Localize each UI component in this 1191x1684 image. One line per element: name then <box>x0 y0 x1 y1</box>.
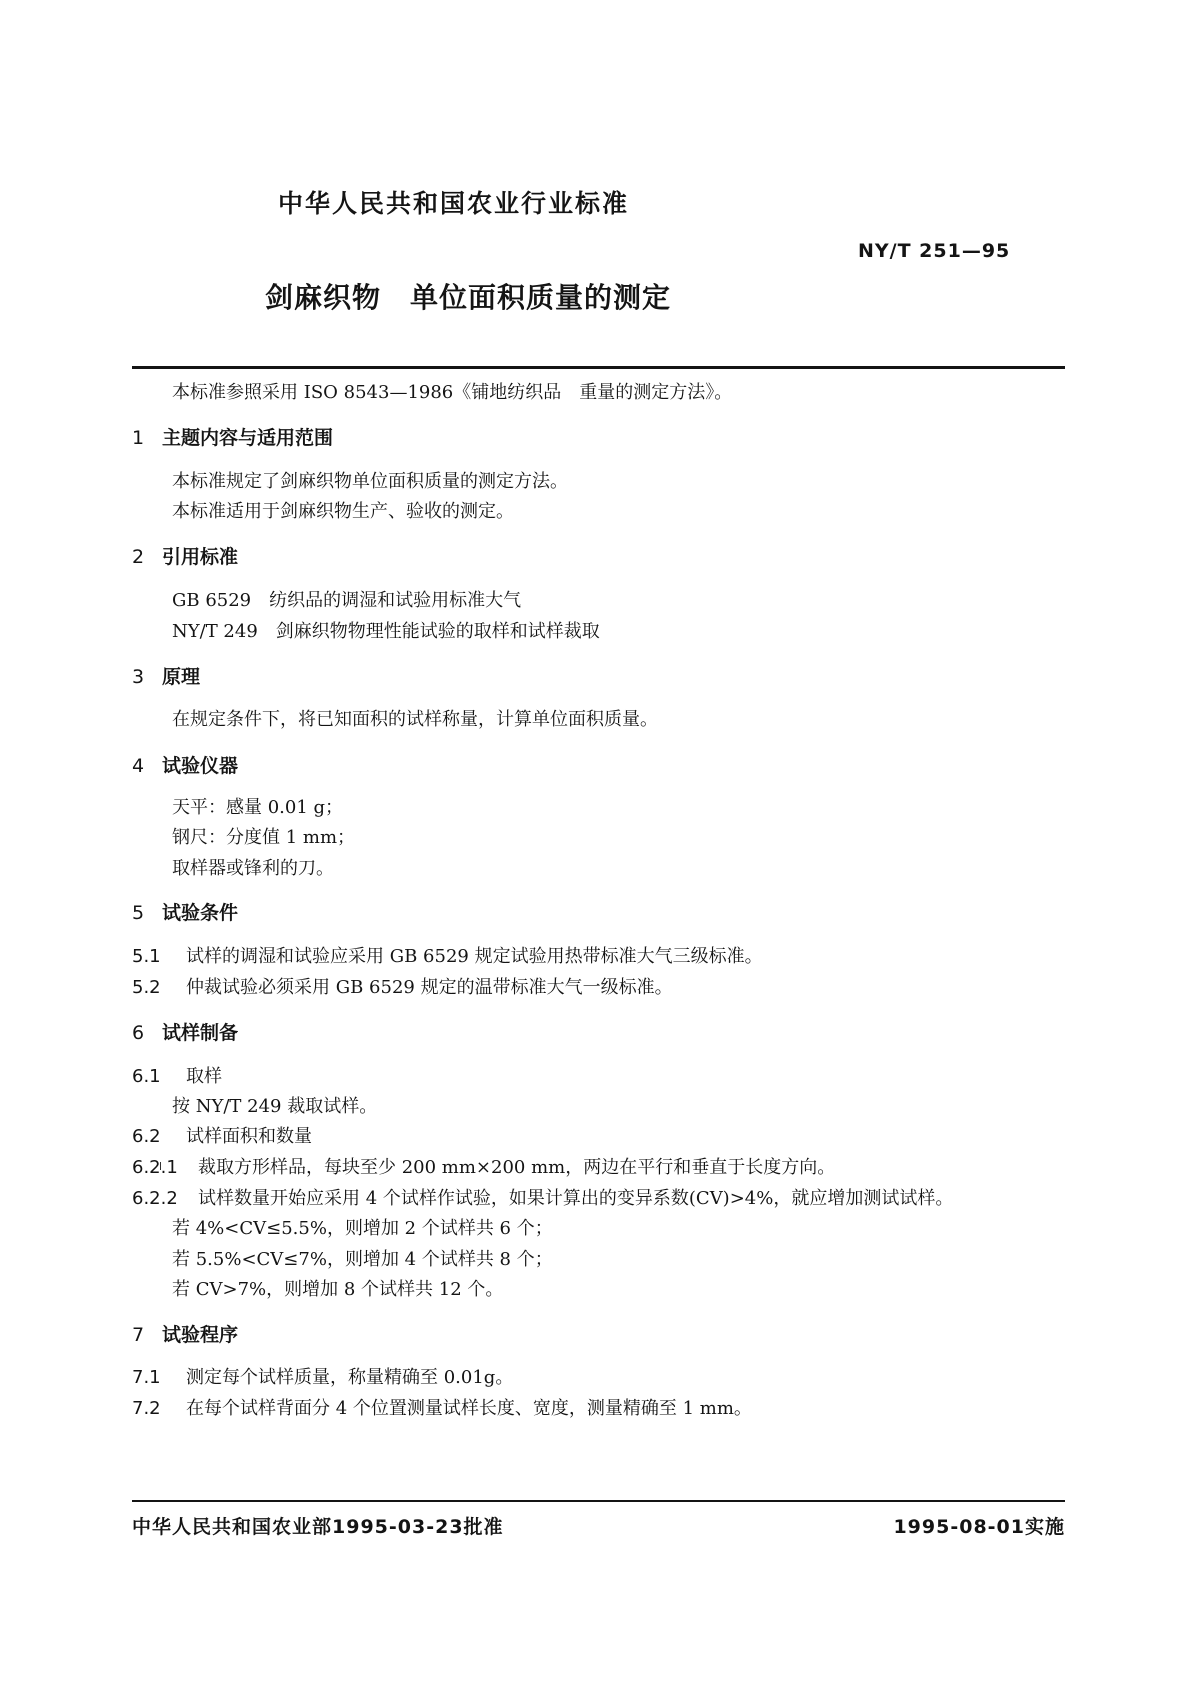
section-1-heading <box>132 423 333 450</box>
section-number: 3 <box>132 666 145 688</box>
clause-text: 测定每个试样质量，称量精确至 0.01g。 <box>186 1367 514 1388</box>
cv-rule: 若 4%<CV≤5.5%，则增加 2 个试样共 6 个； <box>172 1218 553 1239</box>
clause-6-1-body: 按 NY/T 249 裁取试样。 <box>172 1096 378 1117</box>
clause-7-1 <box>132 1363 513 1389</box>
section-7-heading <box>132 1320 238 1347</box>
implementation-date: 1995-08-01实施 <box>893 1516 1065 1538</box>
clause-text: 试样的调湿和试验应采用 GB 6529 规定试验用热带标准大气三级标准。 <box>186 946 763 967</box>
standard-code: NY/T 251—95 <box>858 240 1011 262</box>
section-title: 引用标准 <box>162 546 239 568</box>
clause-text: 在每个试样背面分 4 个位置测量试样长度、宽度，测量精确至 1 mm。 <box>186 1398 752 1419</box>
header-divider <box>132 366 1065 369</box>
clause-number: 6.2 <box>132 1126 161 1147</box>
section-3-heading <box>132 662 200 689</box>
section-3-line: 在规定条件下，将已知面积的试样称量，计算单位面积质量。 <box>172 709 658 730</box>
clause-number: 5.1 <box>132 946 161 967</box>
clause-6-2-1 <box>132 1153 835 1179</box>
clause-text: 取样 <box>186 1066 222 1087</box>
section-title: 试验程序 <box>162 1324 239 1346</box>
section-title: 主题内容与适用范围 <box>162 427 334 449</box>
section-number: 6 <box>132 1022 145 1044</box>
clause-5-2 <box>132 973 673 999</box>
clause-6-1 <box>132 1062 222 1088</box>
cv-rule: 若 5.5%<CV≤7%，则增加 4 个试样共 8 个； <box>172 1249 553 1270</box>
section-number: 4 <box>132 755 145 777</box>
section-2-heading <box>132 542 238 569</box>
section-number: 1 <box>132 427 145 449</box>
section-1-line: 本标准规定了剑麻织物单位面积质量的测定方法。 <box>172 471 568 492</box>
clause-6-2-2 <box>132 1184 953 1210</box>
section-title: 原理 <box>162 666 201 688</box>
section-number: 5 <box>132 902 145 924</box>
clause-7-2 <box>132 1394 752 1420</box>
section-1-line: 本标准适用于剑麻织物生产、验收的测定。 <box>172 501 514 522</box>
clause-number: 6.2.1 <box>132 1157 178 1178</box>
clause-text: 试样面积和数量 <box>186 1126 312 1147</box>
clause-number: 5.2 <box>132 977 161 998</box>
clause-5-1 <box>132 942 763 968</box>
section-title: 试验仪器 <box>162 755 239 777</box>
clause-number: 7.2 <box>132 1398 161 1419</box>
instrument-item: 取样器或锋利的刀。 <box>172 858 334 879</box>
clause-number: 6.2.2 <box>132 1188 178 1209</box>
section-title: 试样制备 <box>162 1022 239 1044</box>
section-title: 试验条件 <box>162 902 239 924</box>
intro-text: 本标准参照采用 ISO 8543—1986《铺地纺织品 重量的测定方法》。 <box>172 382 733 403</box>
clause-text: 仲裁试验必须采用 GB 6529 规定的温带标准大气一级标准。 <box>186 977 673 998</box>
clause-number: 6.1 <box>132 1066 161 1087</box>
instrument-item: 天平：感量 0.01 g； <box>172 797 344 818</box>
reference-standard: NY/T 249 剑麻织物物理性能试验的取样和试样裁取 <box>172 621 600 642</box>
section-6-heading <box>132 1018 238 1045</box>
approval-date: 中华人民共和国农业部1995-03-23批准 <box>132 1516 504 1538</box>
section-number: 7 <box>132 1324 145 1346</box>
section-5-heading <box>132 898 238 925</box>
clause-number: 7.1 <box>132 1367 161 1388</box>
section-4-heading <box>132 751 238 778</box>
document-title: 剑麻织物 单位面积质量的测定 <box>265 281 672 314</box>
issuing-authority: 中华人民共和国农业行业标准 <box>278 189 630 218</box>
clause-text: 裁取方形样品，每块至少 200 mm×200 mm，两边在平行和垂直于长度方向。 <box>198 1157 836 1178</box>
section-number: 2 <box>132 546 145 568</box>
clause-text: 试样数量开始应采用 4 个试样作试验，如果计算出的变异系数(CV)>4%，就应增加测试试样。 <box>198 1188 954 1209</box>
clause-6-2 <box>132 1122 312 1148</box>
footer-divider <box>132 1500 1065 1502</box>
instrument-item: 钢尺：分度值 1 mm； <box>172 827 356 848</box>
cv-rule: 若 CV>7%，则增加 8 个试样共 12 个。 <box>172 1279 504 1300</box>
reference-standard: GB 6529 纺织品的调湿和试验用标准大气 <box>172 590 522 611</box>
